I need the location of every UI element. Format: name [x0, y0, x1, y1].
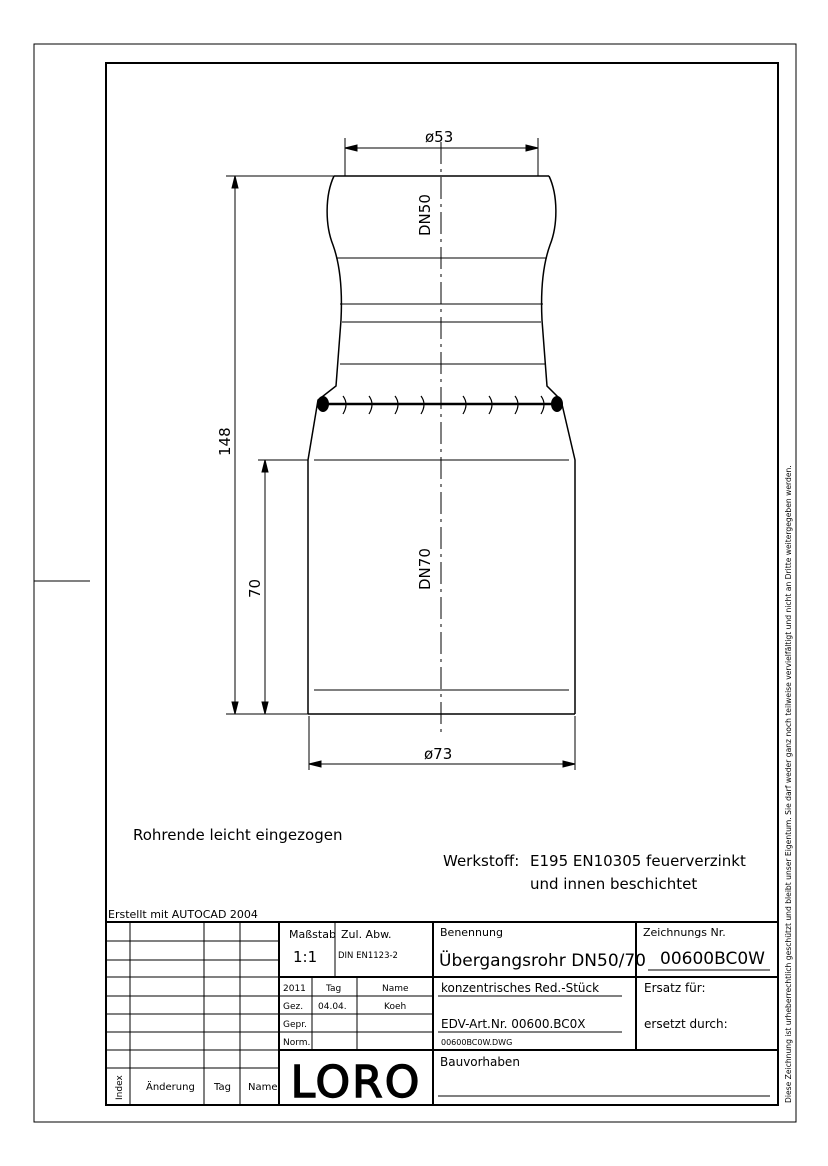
- rev-change-header: Änderung: [146, 1082, 195, 1093]
- tolerance-value: DIN EN1123-2: [338, 951, 398, 961]
- drawn-label: Gez.: [283, 1002, 304, 1012]
- material-line-1: E195 EN10305 feuerverzinkt: [530, 852, 746, 870]
- weld-bead-right: [551, 396, 563, 412]
- rev-index-header: Index: [115, 1075, 125, 1100]
- designation-value: Übergangsrohr DN50/70: [439, 951, 646, 971]
- day-column-label: Tag: [326, 984, 342, 994]
- rev-name-header: Name: [248, 1082, 278, 1093]
- scale-value: 1:1: [293, 948, 318, 966]
- drawn-name: Koeh: [384, 1002, 407, 1012]
- pipe-upper-left-contour: [308, 176, 341, 714]
- overall-length-label: 148: [216, 427, 234, 456]
- dwg-filename: 00600BC0W.DWG: [441, 1038, 513, 1047]
- lower-dn-label: DN70: [416, 548, 434, 590]
- dimension-lines: [226, 138, 575, 770]
- year: 2011: [283, 984, 306, 994]
- description-value: konzentrisches Red.-Stück: [441, 981, 600, 995]
- project-label: Bauvorhaben: [440, 1055, 520, 1069]
- rev-day-header: Tag: [214, 1082, 231, 1093]
- bottom-diameter-label: ø73: [424, 745, 453, 763]
- drawing-number-value: 00600BC0W: [660, 949, 765, 969]
- designation-label: Benennung: [440, 926, 503, 939]
- pipe-end-note: Rohrende leicht eingezogen: [133, 826, 343, 844]
- replacement-for-label: Ersatz für:: [644, 981, 706, 995]
- drawn-date: 04.04.: [318, 1002, 347, 1012]
- created-with-note: Erstellt mit AUTOCAD 2004: [108, 908, 258, 921]
- material-label: Werkstoff:: [443, 852, 520, 870]
- company-logo: LORO: [290, 1057, 422, 1108]
- checked-label: Gepr.: [283, 1020, 307, 1030]
- norm-label: Norm.: [283, 1038, 311, 1048]
- replaced-by-label: ersetzt durch:: [644, 1017, 728, 1031]
- upper-dn-label: DN50: [416, 194, 434, 236]
- scale-label: Maßstab: [289, 928, 336, 941]
- tolerance-label: Zul. Abw.: [341, 928, 392, 941]
- lower-length-label: 70: [246, 578, 264, 598]
- article-number: EDV-Art.Nr. 00600.BC0X: [441, 1017, 586, 1031]
- material-line-2: und innen beschichtet: [530, 875, 698, 893]
- copyright-note: Diese Zeichnung ist urheberrechtlich geschützt und bleibt unser Eigentum. Sie darf weder ganz noch teilweise vervielfältigt und nicht an Dritte weitergegeben werden.: [784, 465, 793, 1103]
- top-diameter-label: ø53: [425, 128, 454, 146]
- name-column-label: Name: [382, 984, 409, 994]
- drawing-number-label: Zeichnungs Nr.: [643, 926, 726, 939]
- weld-bead-left: [317, 396, 329, 412]
- pipe-upper-right-contour: [542, 176, 575, 714]
